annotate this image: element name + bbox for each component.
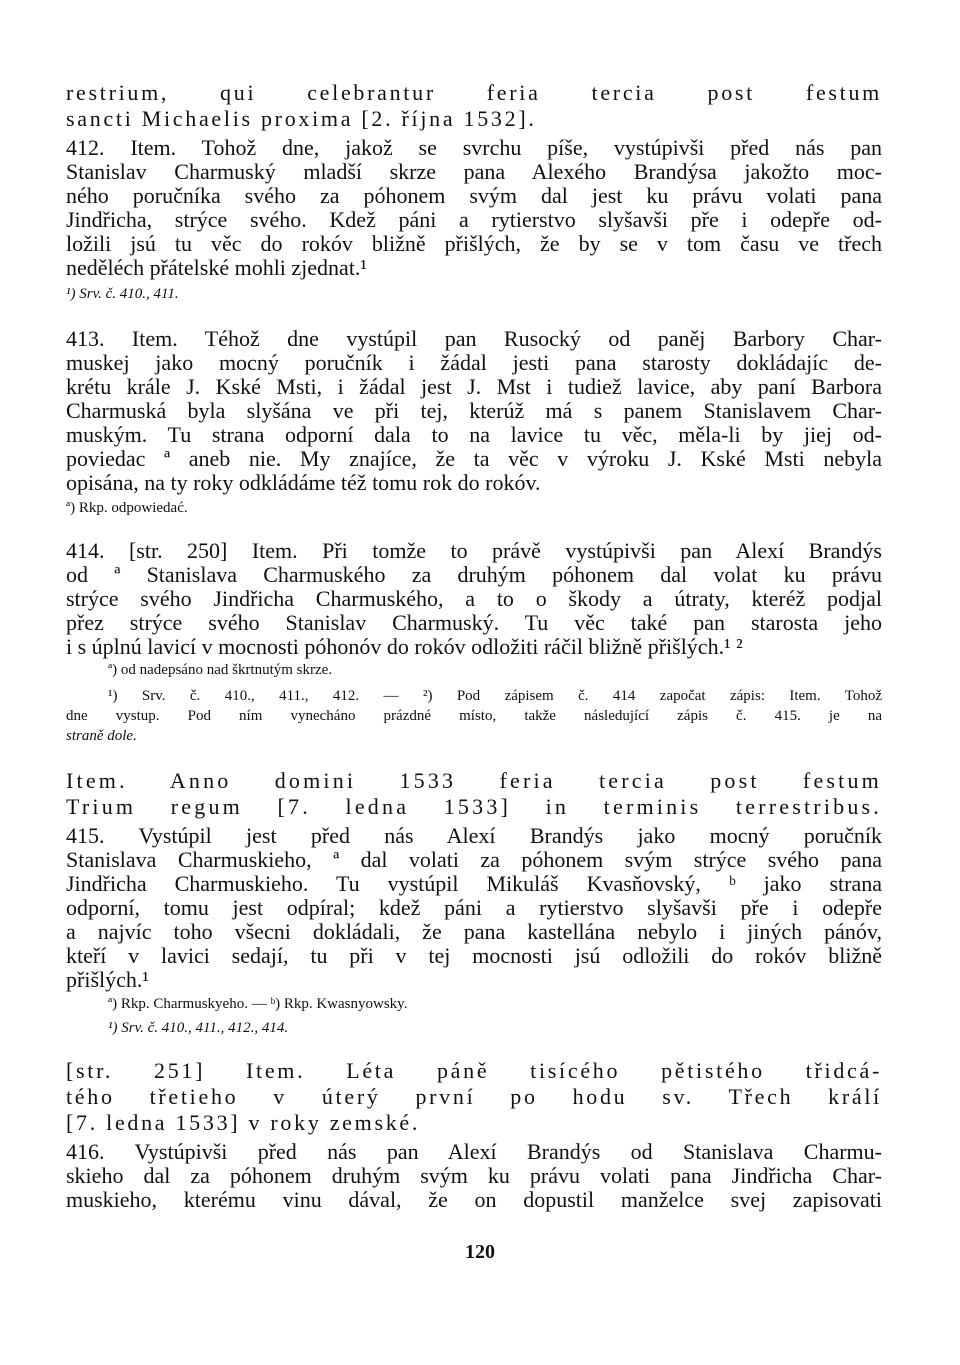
- section-heading-412-line1: restrium, qui celebrantur feria tercia post festum: [66, 80, 882, 105]
- entry-413-line: 413. Item. Téhož dne vystúpil pan Rusocký od paněj Barbory Char-: [66, 326, 882, 351]
- entry-413-line: Charmuská byla slyšána ve při tej, kterúž má s panem Stanislavem Char-: [66, 398, 882, 423]
- entry-412-line: 412. Item. Tohož dne, jakož se svrchu píše, vystúpivši před nás pan: [66, 135, 882, 160]
- entry-415-line: přišlých.¹: [66, 967, 149, 992]
- entry-416-line: 416. Vystúpivši před nás pan Alexí Brandýs od Stanislava Charmu-: [66, 1139, 882, 1164]
- entry-416-line: muskieho, kterému vinu dával, že on dopustil manželce svej zapisovati: [66, 1187, 882, 1212]
- entry-415-line: kteří v lavici sedají, tu při v tej mocnosti jsú odložili do rokóv bližně: [66, 943, 882, 968]
- entry-415-line: Stanislava Charmuskieho, ª dal volati za póhonem svým strýce svého pana: [66, 847, 882, 872]
- section-heading-415-line2: Trium regum [7. ledna 1533] in terminis terrestribus.: [66, 794, 882, 819]
- entry-413-line: muskej jako mocný poručník i žádal jesti pana starosty dokládajíc de-: [66, 350, 882, 375]
- entry-414-line: od ª Stanislava Charmuského za druhým póhonem dal volat ku právu: [66, 562, 882, 587]
- entry-412-line: Stanislav Charmuský mladší skrze pana Alexého Brandýsa jakožto moc-: [66, 159, 882, 184]
- page-number: 120: [465, 1241, 495, 1263]
- section-heading-416-line3: [7. ledna 1533] v roky zemské.: [66, 1110, 421, 1135]
- entry-413-line: krétu krále J. Kské Msti, i žádal jest J. Mst i tudiež lavice, aby paní Barbora: [66, 374, 882, 399]
- entry-414-line: i s úplnú lavicí v mocnosti póhonóv do rokóv odložiti ráčil bližně přišlých.¹ ²: [66, 634, 743, 659]
- footnote-414-1-line3: straně dole.: [66, 728, 137, 744]
- footnote-414-1-line1: ¹) Srv. č. 410., 411., 412. — ²) Pod zápisem č. 414 započat zápis: Item. Tohož: [108, 688, 882, 704]
- entry-412-line: neděléch přátelské mohli zjednat.¹: [66, 255, 368, 280]
- entry-414-line: přez strýce svého Stanislav Charmuský. Tu věc také pan starosta jeho: [66, 610, 882, 635]
- footnote-413: ª) Rkp. odpowiedać.: [66, 500, 188, 516]
- entry-413-line: poviedac ª aneb nie. My znajíce, že ta věc v výroku J. Kské Msti nebyla: [66, 446, 882, 471]
- section-heading-416-line1: [str. 251] Item. Léta páně tisícého pětistého třidcá-: [66, 1058, 882, 1083]
- entry-415-line: Jindřicha Charmuskieho. Tu vystúpil Mikuláš Kvasňovský, ᵇ jako strana: [66, 871, 882, 896]
- entry-413-line: opisána, na ty roky odkládáme též tomu rok do rokóv.: [66, 470, 541, 495]
- entry-412-line: ložili jsú tu věc do rokóv bližně přišlých, že by se v tom času ve třech: [66, 231, 882, 256]
- entry-415-line: 415. Vystúpil jest před nás Alexí Brandýs jako mocný poručník: [66, 823, 882, 848]
- footnote-415-ab: ª) Rkp. Charmuskyeho. — ᵇ) Rkp. Kwasnyowsky.: [108, 996, 408, 1012]
- entry-415-line: odporní, tomu jest odpíral; kdež páni a rytierstvo slyšavši pře i odepře: [66, 895, 882, 920]
- entry-412-line: Jindřicha, strýce svého. Kdež páni a rytierstvo slyšavši pře i odepře od-: [66, 207, 882, 232]
- entry-414-line: 414. [str. 250] Item. Při tomže to právě vystúpivši pan Alexí Brandýs: [66, 538, 882, 563]
- entry-416-line: skieho dal za póhonem druhým svým ku právu volati pana Jindřicha Char-: [66, 1163, 882, 1188]
- footnote-412: ¹) Srv. č. 410., 411.: [66, 286, 179, 302]
- section-heading-416-line2: tého třetieho v úterý první po hodu sv. Třech králí: [66, 1084, 882, 1109]
- footnote-414-a: ª) od nadepsáno nad škrtnutým skrze.: [108, 662, 333, 678]
- section-heading-415-line1: Item. Anno domini 1533 feria tercia post festum: [66, 768, 882, 793]
- section-heading-412-line2: sancti Michaelis proxima [2. října 1532].: [66, 106, 537, 131]
- entry-412-line: ného poručníka svého za póhonem svým dal jest ku právu volati pana: [66, 183, 882, 208]
- footnote-415-1: ¹) Srv. č. 410., 411., 412., 414.: [108, 1020, 289, 1036]
- entry-415-line: a najvíc toho všecni dokládali, že pana kastellána nebylo i jiných pánóv,: [66, 919, 882, 944]
- entry-413-line: muským. Tu strana odporní dala to na lavice tu věc, měla-li by jiej od-: [66, 422, 882, 447]
- footnote-414-1-line2: dne vystup. Pod ním vynecháno prázdné místo, takže následující zápis č. 415. je na: [66, 708, 882, 724]
- entry-414-line: strýce svého Jindřicha Charmuského, a to o škody a útraty, kteréž podjal: [66, 586, 882, 611]
